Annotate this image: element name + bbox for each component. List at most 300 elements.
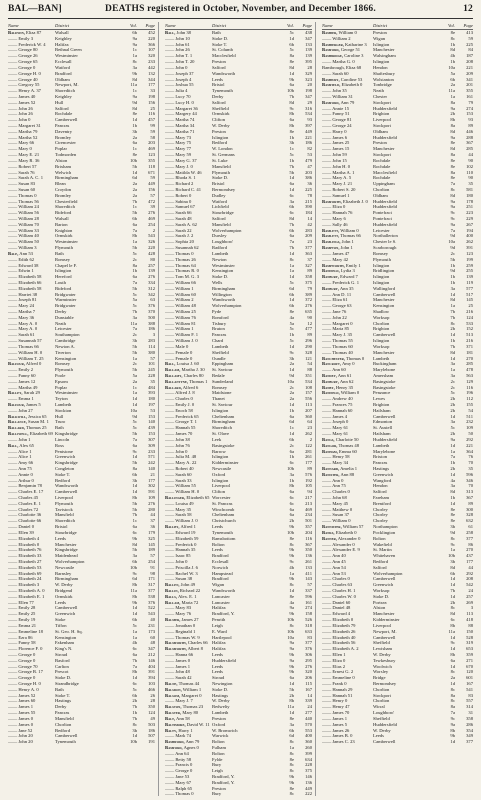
entry-age: 64: [191, 262, 196, 268]
entry-name: —— Mary 61: [322, 431, 349, 437]
entry-age: 25: [41, 425, 47, 431]
entry-page: 320: [305, 669, 312, 675]
entry-name: —— Daniel 0: [8, 524, 35, 530]
entry-name: —— Ann 40: [322, 553, 346, 559]
entry-name: —— Julia M. 48: [165, 454, 197, 460]
entry-district: Romsey: [373, 250, 389, 256]
entry-page: 350: [148, 704, 155, 710]
entry-name: —— Susannah 62: [165, 245, 199, 251]
entry-page: 328: [305, 349, 312, 355]
entry-name: —— Elizabeth 76: [8, 547, 42, 553]
entry-name: —— Mary 59: [165, 152, 192, 158]
entry-volume: 6a: [132, 651, 137, 657]
entry-district: Stockport: [373, 99, 391, 105]
entry-page: 139: [148, 268, 155, 274]
entry-district: Newport, M.: [373, 628, 397, 634]
entry-page: 217: [305, 495, 312, 500]
entry-name: —— Martha 7: [8, 309, 36, 314]
entry-page: 152: [466, 326, 473, 332]
entry-age: 65: [29, 442, 34, 448]
entry-name: Bamlett, Thomas 66: [322, 233, 361, 239]
entry-volume: 6c: [289, 210, 294, 216]
entry-age: 0: [34, 320, 38, 326]
entry-name: —— Edward 38: [8, 262, 39, 268]
entry-age: 0: [28, 117, 31, 123]
entry-age: 36: [36, 512, 42, 518]
entry-page: 306: [305, 651, 312, 657]
entry-age: 0: [189, 198, 192, 204]
entry-name: —— Ann 75: [8, 465, 32, 471]
entry-age: 66: [188, 651, 194, 657]
entry-page: 116: [305, 535, 312, 541]
entry-name: —— Mary 36: [8, 314, 35, 320]
entry-volume: 8e: [132, 111, 137, 117]
entry-district: Oldham: [373, 128, 388, 134]
entry-district: Plymouth: [55, 500, 73, 506]
entry-district: Watford: [212, 198, 227, 204]
entry-name: Bannister, William 57: [322, 524, 364, 530]
entry-page: 399: [305, 750, 312, 756]
entry-district: Bradford, Y.: [212, 774, 235, 779]
entry-district: King's N.: [55, 646, 73, 652]
entry-age: 20: [28, 739, 33, 745]
entry-page: 156: [148, 186, 155, 192]
entry-volume: 8d: [450, 128, 455, 134]
entry-name: —— Mary 61: [322, 425, 349, 431]
entry-age: 81: [191, 320, 196, 326]
entry-district: Pancras: [55, 123, 70, 128]
entry-volume: 3a: [289, 471, 294, 477]
entry-name: —— Julia 4: [165, 88, 188, 94]
entry-age: 48: [186, 216, 192, 221]
entry-name: —— Harriet 38: [8, 291, 38, 297]
entry-district: Islington: [55, 268, 72, 274]
entry-volume: 8b: [132, 582, 137, 588]
entry-page: 534: [305, 111, 312, 117]
entry-name: —— James 70: [165, 431, 193, 437]
entry-name: —— John 27: [8, 407, 33, 413]
entry-name: —— John 20: [8, 739, 33, 745]
entry-page: 136: [305, 779, 312, 785]
entry-age: 0: [191, 402, 195, 407]
entry-volume: 5a: [132, 297, 137, 303]
entry-volume: 1a: [132, 355, 137, 361]
entry-page: 400: [466, 233, 473, 239]
entry-volume: 9c: [289, 105, 294, 111]
entry-district: Bradford, Y.: [212, 779, 235, 785]
entry-page: 449: [305, 785, 312, 791]
entry-name: —— Mary 24: [8, 303, 35, 309]
entry-name: —— Betty 58: [165, 756, 192, 762]
entry-age: 33: [36, 553, 42, 559]
entry-name: —— Alice 1: [8, 448, 32, 454]
entry-name: —— George 0: [8, 64, 36, 70]
entry-age: 51: [355, 47, 361, 53]
entry-name: —— Female 0: [165, 349, 193, 355]
entry-age: 1: [194, 593, 197, 599]
header-name: Name: [165, 23, 176, 28]
entry-age: 49: [189, 500, 194, 506]
entry-name: —— George 70: [8, 663, 38, 669]
header-vol: Vol.: [129, 23, 137, 28]
entry-district: Huddersfield: [373, 721, 397, 727]
entry-district: Pocklington: [373, 529, 396, 535]
entry-name: —— James 25: [322, 140, 350, 146]
entry-district: Thanet: [212, 396, 225, 402]
entry-page: 276: [148, 210, 155, 216]
entry-district: Bedford: [55, 727, 71, 733]
entry-district: Tisbury: [212, 320, 227, 326]
entry-age: 7: [355, 274, 358, 280]
entry-district: Wigan: [212, 582, 225, 588]
entry-page: 358: [466, 715, 473, 721]
entry-volume: 9a: [450, 105, 455, 111]
entry-name: —— John 0: [165, 448, 188, 454]
entry-district: Newport, M.: [55, 82, 79, 88]
entry-page: 670: [466, 663, 473, 669]
entry-name: —— Priscilla J. 6: [165, 564, 198, 570]
entry-page: 76: [468, 454, 473, 460]
entry-district: Clifton: [212, 117, 226, 123]
entry-district: Islington: [373, 59, 390, 65]
entry-page: 391: [148, 669, 155, 675]
entry-name: —— Eliza 61: [322, 297, 348, 303]
entry-district: Watford: [55, 64, 70, 70]
entry-page: 538: [148, 593, 155, 599]
entry-age: 2: [191, 297, 194, 303]
entry-volume: 8e: [450, 30, 455, 35]
entry-district: Bedford: [373, 558, 389, 564]
entry-page: 344: [148, 76, 155, 82]
entry-volume: 7b: [132, 715, 137, 721]
entry-district: Chorlton: [373, 320, 390, 326]
entry-volume: 11a: [130, 82, 137, 88]
entry-name: Balliwell, Elizabeth 69: [8, 431, 53, 437]
entry-age: 1: [189, 53, 193, 59]
entry-district: Lambeth: [212, 710, 229, 716]
entry-age: 42: [343, 256, 349, 262]
entry-age: 0: [352, 541, 355, 547]
entry-district: Westminster: [55, 239, 78, 245]
entry-age: 1: [193, 628, 196, 634]
entry-district: Alston: [373, 605, 386, 611]
entry-name: Bambridge, Caroline 3: [322, 53, 364, 59]
entry-name: —— Samuel 1: [322, 192, 350, 198]
entry-volume: 9c: [132, 570, 137, 576]
entry-name: —— Hannah 60: [322, 407, 353, 413]
entry-page: 194: [466, 227, 473, 233]
entry-age: 35: [348, 384, 354, 390]
entry-name: —— Sarah 60: [165, 471, 192, 477]
entry-district: Strandbridge: [55, 681, 79, 686]
entry-district: Willington: [212, 291, 232, 297]
entry-district: Huddersfield: [373, 105, 397, 111]
entry-district: Buckingham: [373, 361, 397, 367]
entry-name: —— Hanna 66: [165, 651, 194, 657]
entry-age: 6: [195, 384, 199, 390]
entry-name: —— Mark 74: [165, 733, 192, 739]
entry-age: 53: [341, 570, 346, 576]
entry-name: —— Sarah 22: [165, 227, 192, 233]
entry-volume: 1c: [289, 146, 294, 152]
entry-name: —— John 48: [165, 669, 190, 675]
entry-page: 115: [305, 681, 312, 686]
entry-volume: 8d: [450, 611, 455, 617]
entry-district: Bradford: [212, 553, 229, 559]
entry-name: Balley, Sarah 29: [8, 390, 40, 396]
entry-age: 1: [352, 169, 355, 175]
entry-volume: 7b: [450, 588, 455, 593]
entry-page: 89: [468, 500, 473, 506]
entry-volume: 1b: [289, 332, 294, 338]
entry-district: Chorlton: [373, 698, 390, 704]
entry-volume: 1b: [289, 454, 294, 460]
entry-age: 0: [34, 326, 38, 332]
entry-volume: 1a: [289, 268, 294, 274]
entry-age: 36: [34, 157, 40, 163]
entry-page: 292: [466, 436, 473, 442]
entry-page: 276: [148, 500, 155, 506]
entry-district: Bristol: [55, 524, 68, 530]
entry-volume: 9b: [450, 733, 455, 739]
entry-name: —— Elizabeth A. 2: [322, 646, 359, 652]
entry-page: 325: [148, 535, 155, 541]
entry-page: 196: [466, 390, 473, 396]
entry-volume: 6a: [289, 181, 294, 187]
entry-district: Stoke D.: [373, 593, 390, 599]
entry-name: Ball, John 38: [165, 30, 191, 35]
entry-volume: 10a: [448, 64, 455, 70]
entry-page: 469: [148, 146, 155, 152]
entry-page: 48: [150, 640, 155, 646]
entry-age: 1: [193, 524, 196, 530]
entry-district: Salford: [212, 99, 226, 105]
entry-age: 62: [29, 256, 35, 262]
entry-district: Chester: [373, 93, 388, 99]
entry-volume: 8d: [289, 216, 294, 221]
entry-page: 328: [466, 512, 473, 518]
entry-district: Wolverhampton: [212, 227, 242, 233]
entry-district: Huddersfield: [373, 204, 397, 210]
entry-page: 58: [150, 134, 155, 140]
entry-district: Fareham: [373, 495, 390, 500]
entry-volume: 1a: [450, 303, 455, 309]
entry-district: W. London: [212, 146, 233, 152]
entry-district: W. Derby: [373, 727, 391, 733]
entry-page: 342: [148, 291, 155, 297]
entry-volume: 8a: [450, 123, 455, 128]
entry-name: —— Charlotte 66: [8, 518, 42, 524]
entry-page: 635: [305, 309, 312, 314]
header-district: District: [373, 23, 388, 28]
entry-district: E. Ward: [212, 628, 227, 634]
entry-district: Poplar: [55, 384, 67, 390]
entry-page: 36: [150, 524, 155, 530]
entry-volume: 6d: [289, 285, 294, 291]
entry-age: 0: [354, 30, 357, 35]
entry-page: 543: [148, 233, 155, 239]
entry-district: Basingstoke: [373, 378, 396, 384]
entry-age: 60: [30, 698, 36, 704]
entry-name: —— Charles 63: [322, 582, 353, 588]
entry-page: 59: [150, 128, 155, 134]
entry-name: —— Hannah 55: [165, 425, 196, 431]
entry-name: —— Ezra 86: [8, 634, 33, 640]
entry-age: 45: [341, 558, 346, 564]
entry-volume: 8c: [450, 605, 455, 611]
entry-name: Banister, Ann 88: [322, 471, 355, 477]
entry-name: Bale, Ann 53: [8, 250, 33, 256]
entry-page: 346: [466, 477, 473, 483]
entry-volume: 10b: [287, 617, 294, 623]
entry-district: Newton: [212, 256, 227, 262]
entry-age: 60: [194, 361, 199, 367]
entry-district: Greenwich: [373, 471, 394, 477]
entry-page: 367: [466, 140, 473, 146]
entry-page: 376: [148, 303, 155, 309]
entry-age: 0: [352, 361, 355, 367]
entry-page: 231: [148, 622, 155, 628]
entry-district: Leeds: [212, 524, 223, 530]
entry-age: 26: [32, 53, 38, 59]
entry-age: 60: [186, 471, 192, 477]
entry-volume: 1c: [132, 146, 137, 152]
entry-district: Lambeth: [212, 250, 229, 256]
entry-name: —— John 22: [322, 314, 347, 320]
entry-age: 22: [195, 588, 201, 593]
entry-name: —— Fanny 51: [322, 111, 350, 117]
entry-age: 2: [342, 663, 345, 669]
entry-volume: 7a: [132, 663, 137, 669]
entry-district: Kingsbridge: [55, 431, 78, 437]
entry-name: —— Robert 40: [165, 465, 194, 471]
entry-volume: 1d: [450, 663, 455, 669]
entry-age: 35: [347, 332, 353, 338]
entry-age: 0: [190, 762, 193, 768]
entry-volume: 10b: [130, 739, 137, 745]
entry-age: 68: [342, 495, 347, 500]
entry-volume: 7a: [132, 436, 137, 442]
entry-district: Sunderland: [212, 378, 233, 384]
entry-district: Sheffield: [373, 715, 390, 721]
entry-page: 161: [305, 599, 312, 605]
entry-name: —— William 76: [165, 314, 196, 320]
entry-age: 66: [36, 518, 42, 524]
entry-district: Bath: [55, 686, 64, 692]
entry-name: Ballen, John 49: [165, 582, 196, 588]
entry-page: 254: [148, 558, 155, 564]
entry-name: —— Emma 1: [8, 396, 34, 402]
entry-volume: 8e: [289, 535, 294, 541]
entry-page: 334: [148, 279, 155, 285]
entry-volume: 8c: [450, 535, 455, 541]
entry-age: 0: [190, 396, 193, 402]
entry-volume: 5b: [132, 245, 137, 251]
entry-age: 4: [185, 88, 188, 94]
entry-volume: 8c: [289, 256, 294, 262]
entry-page: 281: [305, 448, 312, 454]
entry-district: St. Columb: [212, 47, 233, 53]
entry-age: 3: [34, 245, 37, 251]
entry-district: Greenwich: [373, 582, 394, 588]
entry-page: 557: [466, 698, 473, 704]
entry-volume: 7b: [450, 309, 455, 314]
entry-page: 469: [148, 216, 155, 221]
entry-volume: 10b: [287, 465, 294, 471]
entry-district: Bristol: [212, 82, 225, 88]
entry-page: 316: [305, 105, 312, 111]
entry-district: Tiverton: [55, 349, 71, 355]
entry-district: Chorley: [373, 506, 388, 512]
entry-name: —— Frances 75: [322, 402, 353, 407]
entry-volume: 9b: [289, 663, 294, 669]
entry-name: —— Charles 45: [8, 495, 39, 500]
entry-volume: 11a: [448, 88, 455, 94]
entry-name: —— John 61: [165, 41, 190, 47]
entry-district: Bermondsey: [373, 681, 397, 686]
entry-age: 27: [36, 558, 42, 564]
entry-volume: 11a: [448, 628, 455, 634]
entry-name: —— Martha 71: [165, 128, 195, 134]
entry-name: —— William 28: [8, 216, 39, 221]
entry-age: 26: [28, 111, 33, 117]
entry-age: 0: [350, 320, 353, 326]
entry-district: Wolverhampton: [55, 558, 85, 564]
entry-volume: 8c: [450, 669, 455, 675]
entry-name: —— Sarah 76: [8, 169, 35, 175]
entry-volume: 8b: [289, 483, 294, 489]
entry-page: 563: [466, 372, 473, 378]
entry-page: 184: [305, 210, 312, 216]
entry-page: 86: [468, 541, 473, 547]
entry-district: Derby: [55, 309, 67, 314]
entry-age: 0: [350, 617, 354, 623]
entry-name: —— James 1: [8, 704, 34, 710]
entry-name: —— John 59: [322, 152, 347, 158]
entry-age: 49: [32, 384, 38, 390]
entry-district: Basingstoke: [373, 384, 396, 390]
entry-age: 52: [27, 727, 33, 733]
entry-page: 276: [305, 663, 312, 669]
entry-district: St. Saviour: [212, 367, 233, 373]
entry-volume: 5a: [132, 372, 137, 378]
entry-page: 24: [468, 588, 473, 593]
entry-district: Islington: [373, 274, 390, 280]
entry-page: 472: [148, 198, 155, 204]
entry-page: 179: [148, 529, 155, 535]
entry-district: Kensington: [55, 355, 77, 361]
entry-age: 17: [38, 669, 43, 675]
entry-volume: 1d: [289, 681, 294, 686]
entry-district: Plymouth: [212, 169, 230, 175]
entry-age: 20: [189, 59, 195, 65]
entry-volume: 9b: [289, 651, 294, 657]
entry-page: 307: [148, 436, 155, 442]
entry-volume: 8d: [289, 99, 294, 105]
entry-age: 76: [341, 309, 347, 314]
entry-name: —— John 76: [165, 442, 190, 448]
entry-volume: 1a: [132, 239, 137, 245]
entry-district: Tewkesbury: [373, 657, 396, 663]
entry-district: Tonbridge: [373, 82, 392, 88]
entry-district: Wandsworth: [212, 297, 236, 303]
entry-age: 1: [351, 239, 354, 245]
entry-age: 38: [186, 30, 191, 35]
entry-name: —— Thomas 56: [8, 198, 39, 204]
entry-name: —— William 55: [165, 483, 196, 489]
entry-volume: 8a: [132, 465, 137, 471]
entry-volume: 1b: [450, 338, 455, 344]
